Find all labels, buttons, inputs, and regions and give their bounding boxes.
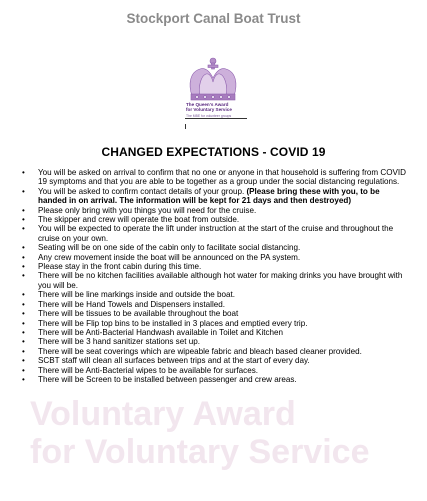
- list-item: [38, 347, 410, 356]
- list-item: [38, 206, 410, 215]
- list-item: [38, 300, 410, 309]
- list-item: [38, 337, 410, 346]
- list-item: [38, 319, 410, 328]
- list-item-text: Please stay in the front cabin during this time.: [38, 262, 202, 272]
- list-item-text: There will be no kitchen facilities available although hot water for making drinks you have brought with you will be.: [38, 271, 403, 290]
- list-item: [38, 309, 410, 318]
- list-item-text: There will be Screen to be installed between passenger and crew areas.: [38, 374, 297, 384]
- list-item-text: You will be expected to operate the lift under instruction at the start of the cruise and throughout the cruise on your own.: [38, 224, 394, 243]
- background-watermark: [30, 395, 410, 471]
- watermark-line1: Voluntary Award: [30, 395, 296, 433]
- award-tagline: The MBE for volunteer groups: [186, 114, 232, 118]
- list-item-text: There will be 3 hand sanitizer stations set up.: [38, 337, 200, 347]
- award-name-line1: The Queen's Award: [186, 102, 229, 107]
- list-item-text: There will be Flip top bins to be installed in 3 places and emptied every trip.: [38, 318, 308, 328]
- list-item: [38, 224, 410, 243]
- list-item-text: There will be Anti-Bacterial wipes to be available for surfaces.: [38, 365, 258, 375]
- list-item-text: There will be Anti-Bacterial Handwash available in Toilet and Kitchen: [38, 327, 284, 337]
- list-item-bold-text: (Please bring these with you, to be handed in on arrival. The information will be kept for 21 days and then destroyed): [38, 186, 380, 206]
- list-item: [38, 375, 410, 384]
- list-item-text: There will be line markings inside and outside the boat.: [38, 290, 236, 300]
- list-item-text: SCBT staff will clean all surfaces between trips and at the start of every day.: [38, 356, 310, 366]
- list-item: [38, 187, 410, 206]
- organisation-title: Stockport Canal Boat Trust: [126, 11, 301, 26]
- logo-tick: [185, 124, 186, 129]
- logo-divider: [185, 118, 247, 119]
- document-heading: CHANGED EXPECTATIONS - COVID 19: [101, 145, 326, 159]
- list-item: [38, 366, 410, 375]
- list-item: [38, 253, 410, 262]
- list-item-text: The skipper and crew will operate the boat from outside.: [38, 215, 240, 225]
- list-item-text: There will be tissues to be available throughout the boat: [38, 309, 239, 319]
- list-item: [38, 262, 410, 271]
- award-name-line2: for Voluntary Service: [186, 107, 232, 113]
- award-name: [186, 102, 246, 112]
- list-item-text: You will be asked on arrival to confirm that no one or anyone in that household is suffering from COVID 19 symptoms and that you are able to be together as a group under the social distancing regulations.: [38, 168, 407, 187]
- list-item-text: There will be seat coverings which are wipeable fabric and bleach based cleaner provided.: [38, 346, 362, 356]
- watermark-line2: for Voluntary Service: [30, 433, 370, 471]
- list-item: [38, 290, 410, 299]
- expectations-list: [21, 168, 410, 384]
- list-item-text: Seating will be on one side of the cabin only to facilitate social distancing.: [38, 243, 301, 253]
- list-item: [38, 356, 410, 365]
- list-item-text: Please only bring with you things you will need for the cruise.: [38, 205, 257, 215]
- queens-award-logo: [182, 56, 244, 132]
- list-item: [38, 243, 410, 252]
- list-item: [38, 271, 410, 290]
- list-item-text: Any crew movement inside the boat will be announced on the PA system.: [38, 252, 301, 262]
- list-item-text: There will be Hand Towels and Dispensers installed.: [38, 299, 226, 309]
- crown-icon: [182, 56, 244, 106]
- list-item: [38, 328, 410, 337]
- list-item: [38, 168, 410, 187]
- list-item: [38, 215, 410, 224]
- list-item-text: You will be asked to confirm contact details of your group.: [38, 186, 247, 196]
